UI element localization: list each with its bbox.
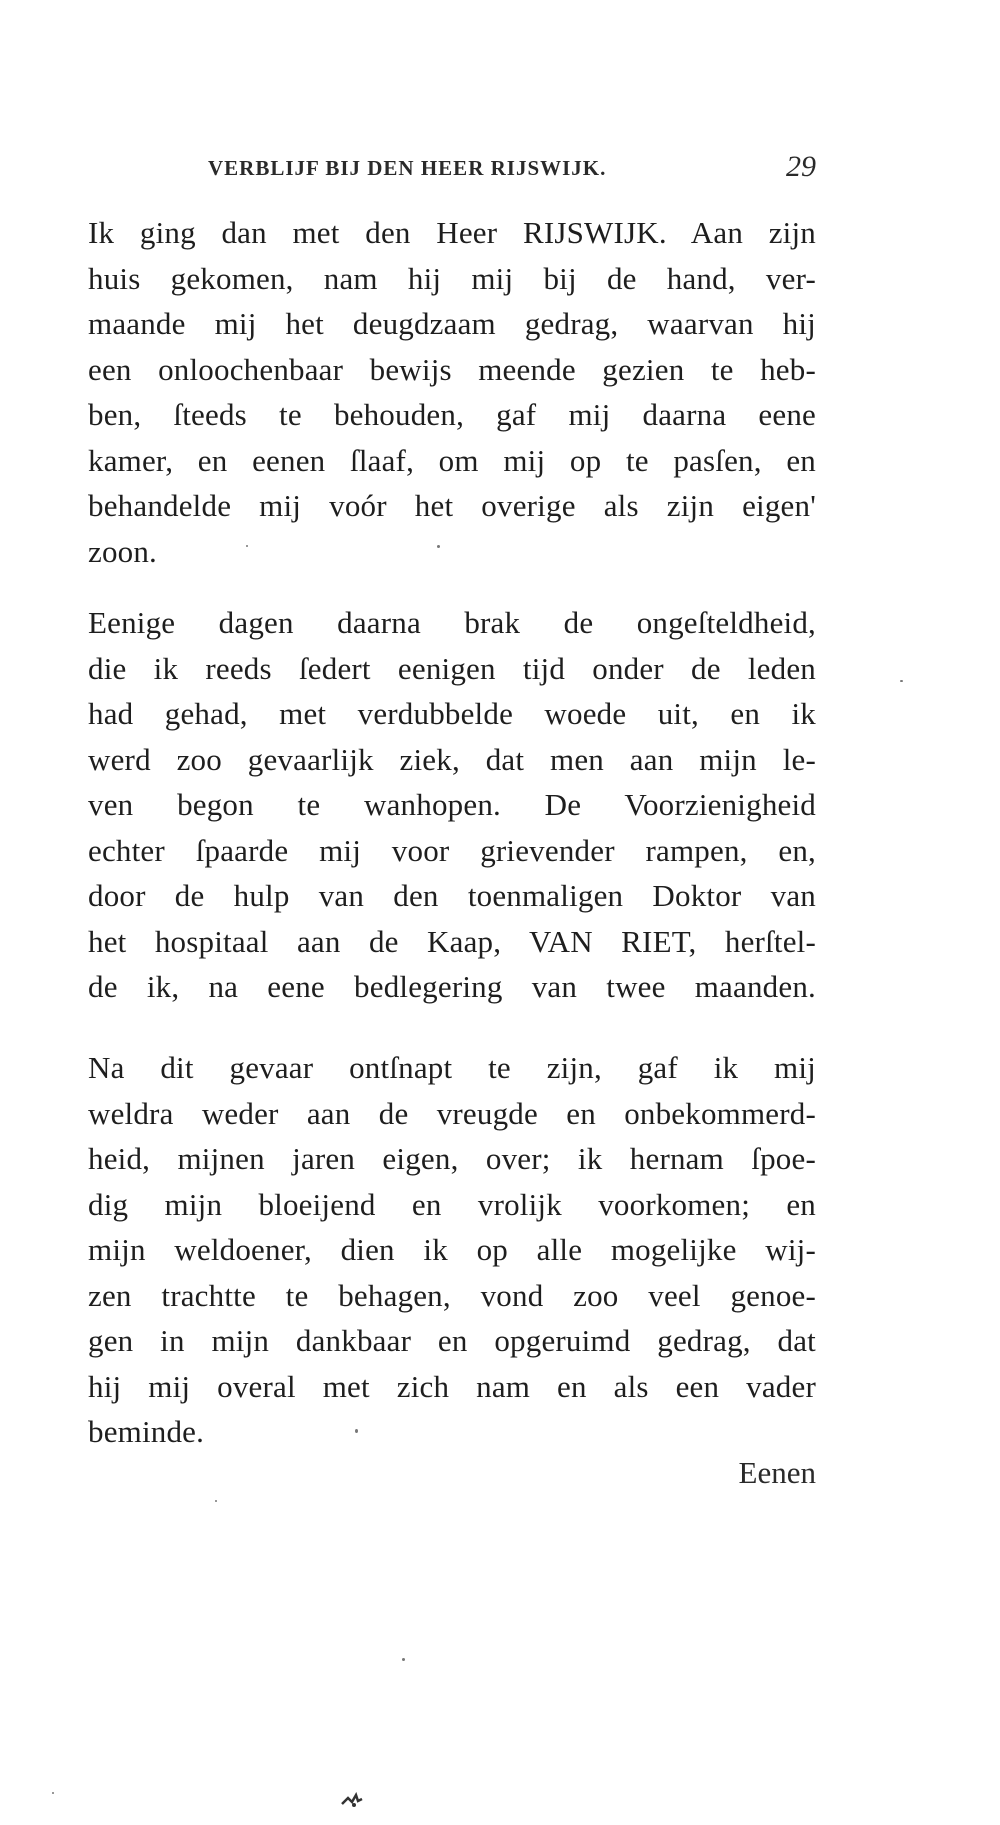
catchword: Eenen [738, 1455, 816, 1490]
text-line: Eenige dagen daarna brak de ongeſteldheid, [88, 605, 816, 640]
paper-speck [437, 545, 440, 548]
text-line: het hospitaal aan de Kaap, VAN RIET, herſtel- [88, 923, 816, 959]
paper-speck [355, 1429, 358, 1433]
text-line: heid, mijnen jaren eigen, over; ik hernam ſpoe- [88, 1141, 816, 1176]
text-line: had gehad, met verdubbelde woede uit, en ik [88, 696, 816, 731]
text-line: dig mijn bloeijend en vrolijk voorkomen; en [88, 1186, 816, 1222]
running-head [88, 150, 816, 190]
text-line: een onloochenbaar bewijs meende gezien te heb- [88, 351, 816, 387]
text-line: Ik ging dan met den Heer RIJSWIJK. Aan zijn [88, 215, 816, 250]
ink-mark-icon [340, 1792, 364, 1808]
text-line: zoon. [88, 533, 158, 569]
paper-speck [900, 680, 903, 682]
text-line: zen trachtte te behagen, vond zoo veel genoe- [88, 1277, 816, 1313]
text-line: maande mij het deugdzaam gedrag, waarvan hij [88, 306, 816, 341]
paragraph-1 [88, 210, 816, 574]
text-line: Na dit gevaar ontſnapt te zijn, gaf ik mij [88, 1050, 816, 1085]
paragraph-3 [88, 1045, 816, 1455]
paper-speck [402, 1658, 405, 1661]
paper-speck [215, 1500, 217, 1502]
text-line: door de hulp van den toenmaligen Doktor van [88, 878, 816, 913]
paragraph-2 [88, 600, 816, 1010]
text-line: echter ſpaarde mij voor grievender rampen, en, [88, 832, 816, 868]
text-line: huis gekomen, nam hij mij bij de hand, ver- [88, 260, 816, 296]
text-line: hij mij overal met zich nam en als een vader [88, 1368, 816, 1404]
text-line: behandelde mij voór het overige als zijn eigen' [88, 488, 816, 523]
paper-speck [52, 1792, 54, 1794]
text-line: ben, ſteeds te behouden, gaf mij daarna eene [88, 397, 816, 432]
running-title: VERBLIJF BIJ DEN HEER RIJSWIJK. [208, 156, 607, 180]
text-line: kamer, en eenen ſlaaf, om mij op te pasſen, en [88, 442, 816, 478]
text-line: beminde. [88, 1414, 205, 1449]
page-number: 29 [786, 150, 816, 183]
text-line: weldra weder aan de vreugde en onbekommerd- [88, 1095, 816, 1131]
text-line: ven begon te wanhopen. De Voorzienigheid [88, 787, 816, 822]
text-line: gen in mijn dankbaar en opgeruimd gedrag, dat [88, 1323, 816, 1358]
paper-speck [246, 545, 248, 547]
text-line: mijn weldoener, dien ik op alle mogelijke wij- [88, 1232, 816, 1267]
text-line: de ik, na eene bedlegering van twee maanden. [88, 969, 816, 1004]
text-line: die ik reeds ſedert eenigen tijd onder de leden [88, 650, 816, 686]
text-line: werd zoo gevaarlijk ziek, dat men aan mijn le- [88, 741, 816, 777]
